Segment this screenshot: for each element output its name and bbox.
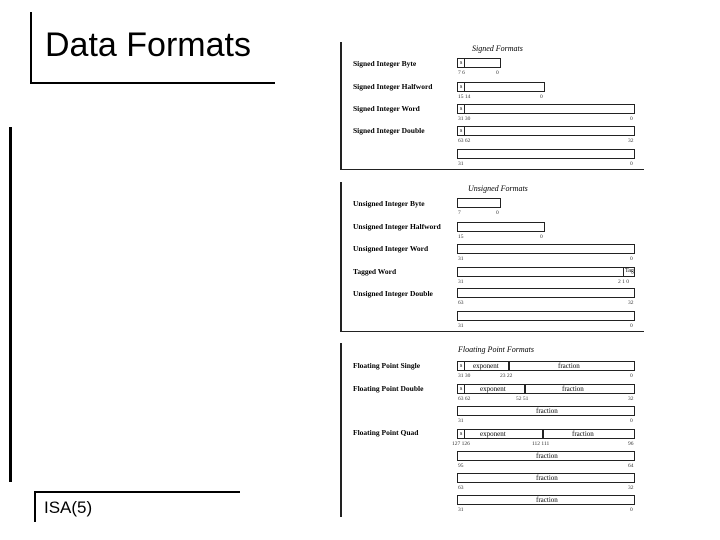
bit-index: 0 bbox=[496, 210, 499, 216]
bit-index: 31 bbox=[458, 256, 464, 262]
exponent-field: exponent bbox=[473, 362, 499, 370]
bit-index: 0 bbox=[630, 116, 633, 122]
title-bracket-vertical bbox=[30, 12, 32, 84]
panel-title: Signed Formats bbox=[472, 44, 523, 53]
sign-bit: s bbox=[460, 84, 463, 90]
fraction-field: fraction bbox=[536, 407, 558, 415]
bit-index: 0 bbox=[630, 507, 633, 513]
bit-index: 7 bbox=[458, 210, 461, 216]
bit-index: 52 51 bbox=[516, 396, 529, 402]
bit-index: 15 bbox=[458, 234, 464, 240]
tag-field: Tag bbox=[625, 268, 634, 274]
row-label-unsigned-double: Unsigned Integer Double bbox=[353, 289, 433, 298]
fraction-field: fraction bbox=[562, 385, 584, 393]
title-bracket-horizontal bbox=[30, 82, 275, 84]
bit-index: 0 bbox=[540, 234, 543, 240]
panel-frame bbox=[340, 42, 342, 169]
format-box-fp-quad-4 bbox=[457, 495, 635, 505]
format-box-fp-single bbox=[457, 361, 635, 371]
bit-index: 0 bbox=[630, 161, 633, 167]
slide-title: Data Formats bbox=[45, 26, 251, 64]
bit-index: 63 62 bbox=[458, 138, 471, 144]
bit-index: 31 bbox=[458, 279, 464, 285]
format-box-tagged-word bbox=[457, 267, 635, 277]
panel-title: Floating Point Formats bbox=[458, 345, 534, 354]
footer-bracket bbox=[34, 492, 36, 522]
format-box-fp-quad-1 bbox=[457, 429, 635, 439]
row-label-signed-halfword: Signed Integer Halfword bbox=[353, 82, 433, 91]
format-box-unsigned-double-high bbox=[457, 288, 635, 298]
exponent-field: exponent bbox=[480, 385, 506, 393]
bit-index: 96 bbox=[628, 441, 634, 447]
panel-frame bbox=[340, 182, 342, 332]
bit-index: 31 30 bbox=[458, 116, 471, 122]
format-box-signed-word bbox=[457, 104, 635, 114]
bit-index: 31 bbox=[458, 418, 464, 424]
row-label-unsigned-byte: Unsigned Integer Byte bbox=[353, 199, 425, 208]
floating-point-formats-panel bbox=[340, 343, 644, 517]
format-box-signed-byte bbox=[457, 58, 501, 68]
format-box-unsigned-halfword bbox=[457, 222, 545, 232]
bit-index: 63 62 bbox=[458, 396, 471, 402]
row-label-signed-byte: Signed Integer Byte bbox=[353, 59, 417, 68]
bit-index: 31 bbox=[458, 323, 464, 329]
format-box-unsigned-byte bbox=[457, 198, 501, 208]
panel-frame bbox=[340, 343, 342, 517]
bit-index: 31 bbox=[458, 161, 464, 167]
format-box-unsigned-word bbox=[457, 244, 635, 254]
bit-index: 112 111 bbox=[532, 441, 550, 447]
sign-bit: s bbox=[460, 128, 463, 134]
sign-bit: s bbox=[460, 386, 463, 392]
bit-index: 31 30 bbox=[458, 373, 471, 379]
bit-index: 63 bbox=[458, 485, 464, 491]
row-label-signed-word: Signed Integer Word bbox=[353, 104, 420, 113]
unsigned-formats-panel bbox=[340, 182, 644, 332]
signed-formats-panel bbox=[340, 42, 644, 170]
row-label-unsigned-halfword: Unsigned Integer Halfword bbox=[353, 222, 441, 231]
bit-index: 32 bbox=[628, 300, 634, 306]
row-label-tagged-word: Tagged Word bbox=[353, 267, 397, 276]
bit-index: 64 bbox=[628, 463, 634, 469]
fraction-field: fraction bbox=[558, 362, 580, 370]
bit-index: 32 bbox=[628, 138, 634, 144]
bit-index: 15 14 bbox=[458, 94, 471, 100]
bit-index: 127 126 bbox=[452, 441, 470, 447]
sign-bit: s bbox=[460, 60, 463, 66]
exponent-field: exponent bbox=[480, 430, 506, 438]
row-label-fp-double: Floating Point Double bbox=[353, 384, 424, 393]
panel-bottom-rule bbox=[340, 331, 644, 332]
bit-index: 63 bbox=[458, 300, 464, 306]
format-box-fp-quad-2 bbox=[457, 451, 635, 461]
footer-rule bbox=[34, 491, 240, 493]
bit-index: 7 6 bbox=[458, 70, 465, 76]
sign-bit: s bbox=[460, 106, 463, 112]
bit-index: 32 bbox=[628, 396, 634, 402]
sign-bit: s bbox=[460, 431, 463, 437]
bit-index: 2 1 0 bbox=[618, 279, 629, 285]
fraction-field: fraction bbox=[536, 452, 558, 460]
bit-index: 0 bbox=[496, 70, 499, 76]
format-box-signed-double-high bbox=[457, 126, 635, 136]
fraction-field: fraction bbox=[536, 474, 558, 482]
bit-index: 31 bbox=[458, 507, 464, 513]
bit-index: 0 bbox=[540, 94, 543, 100]
bit-index: 0 bbox=[630, 256, 633, 262]
bit-index: 0 bbox=[630, 323, 633, 329]
sign-bit: s bbox=[460, 363, 463, 369]
fraction-field: fraction bbox=[536, 496, 558, 504]
footer-label: ISA(5) bbox=[44, 498, 93, 517]
bit-index: 23 22 bbox=[500, 373, 513, 379]
panel-bottom-rule bbox=[340, 169, 644, 170]
format-box-signed-halfword bbox=[457, 82, 545, 92]
format-box-fp-double-high bbox=[457, 384, 635, 394]
format-box-signed-double-low bbox=[457, 149, 635, 159]
bit-index: 32 bbox=[628, 485, 634, 491]
row-label-unsigned-word: Unsigned Integer Word bbox=[353, 244, 429, 253]
panel-title: Unsigned Formats bbox=[468, 184, 528, 193]
bit-index: 0 bbox=[630, 418, 633, 424]
row-label-fp-quad: Floating Point Quad bbox=[353, 428, 419, 437]
left-accent-bar bbox=[9, 127, 12, 482]
bit-index: 0 bbox=[630, 373, 633, 379]
bit-index: 95 bbox=[458, 463, 464, 469]
format-box-fp-double-low bbox=[457, 406, 635, 416]
format-box-fp-quad-3 bbox=[457, 473, 635, 483]
fraction-field: fraction bbox=[572, 430, 594, 438]
row-label-fp-single: Floating Point Single bbox=[353, 361, 421, 370]
format-box-unsigned-double-low bbox=[457, 311, 635, 321]
row-label-signed-double: Signed Integer Double bbox=[353, 126, 425, 135]
